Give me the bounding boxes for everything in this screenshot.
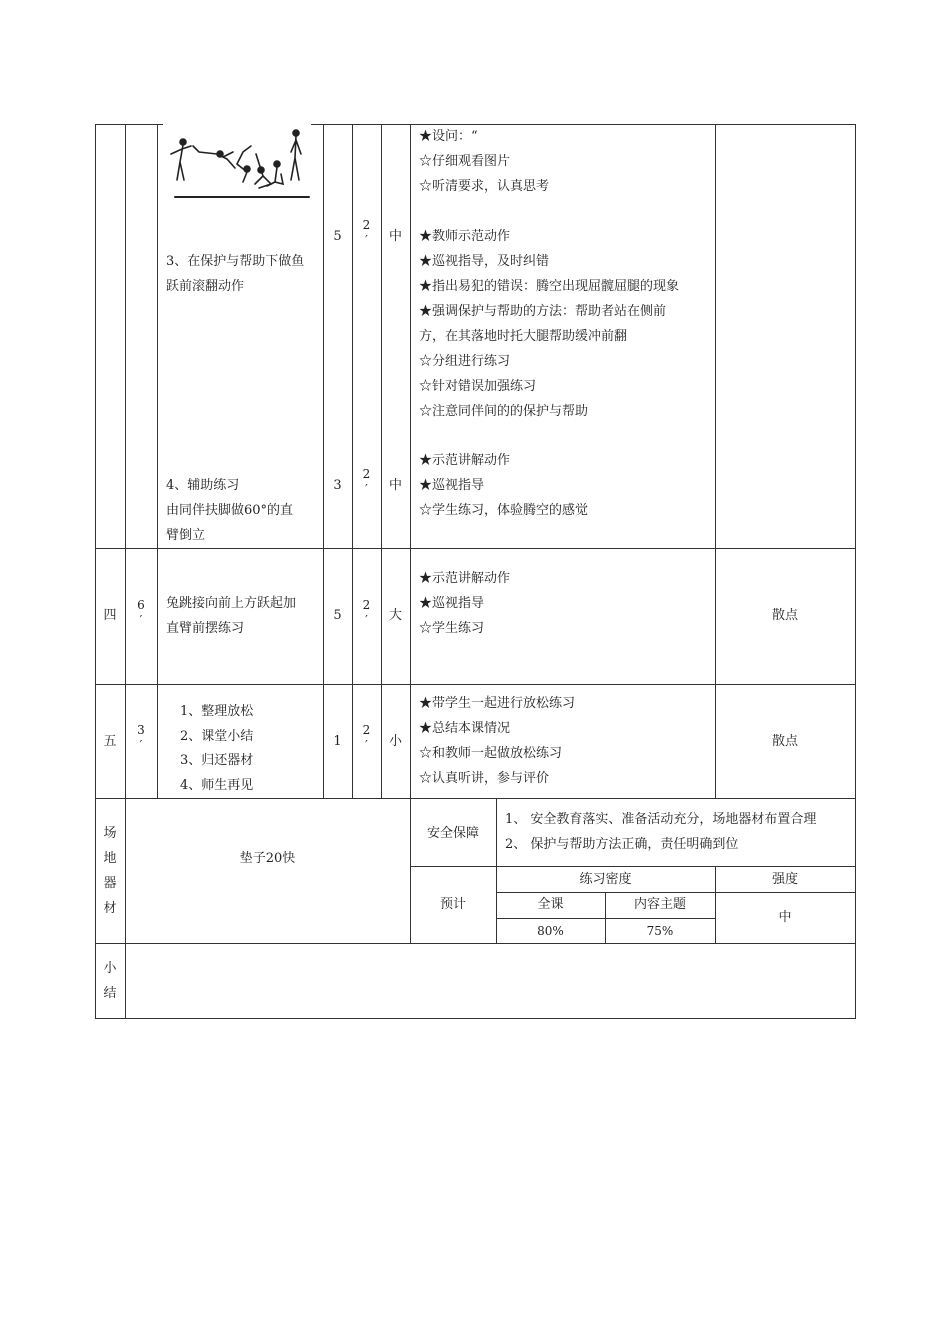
item4-line1: 4、辅助练习	[166, 478, 240, 493]
section5-content-3: 3、归还器材	[180, 753, 254, 768]
equipment-label-1: 场	[103, 826, 117, 841]
item4-line2: 由同伴扶脚做60°的直	[166, 503, 294, 518]
section5-content-1: 1、整理放松	[180, 704, 254, 719]
safety-item-2: 2、 保护与帮助方法正确，责任明确到位	[505, 837, 739, 852]
method-c-1: ★巡视指导	[419, 478, 485, 493]
section5-content-4: 4、师生再见	[180, 778, 254, 793]
method-b-3: ★强调保护与帮助的方法：帮助者站在侧前	[419, 304, 667, 319]
section4-method-2: ☆学生练习	[419, 621, 485, 636]
dive-roll-illustration	[163, 124, 311, 202]
method-b-6: ☆针对错误加强练习	[419, 379, 537, 394]
figure-sequence-graphic	[163, 124, 311, 202]
equipment-label-4: 材	[103, 901, 117, 916]
item3-line1: 3、在保护与帮助下做鱼	[166, 254, 305, 269]
section5-duration: 2	[362, 723, 371, 737]
whole-class-value: 80%	[537, 924, 564, 938]
content-theme-label: 内容主题	[633, 897, 686, 912]
item3-duration-mark: ′	[365, 233, 368, 247]
safety-label: 安全保障	[426, 826, 479, 841]
method-b-2: ★指出易犯的错误：腾空出现屈髋屈腿的现象	[419, 279, 680, 294]
method-a-1: ☆仔细观看图片	[419, 154, 511, 169]
section5-content-2: 2、课堂小结	[180, 729, 254, 744]
method-b-7: ☆注意同伴间的的保护与帮助	[419, 404, 589, 419]
section5-intensity: 小	[388, 734, 402, 749]
method-b-1: ★巡视指导，及时纠错	[419, 254, 550, 269]
strength-value: 中	[778, 910, 792, 925]
section4-time: 6	[137, 598, 145, 612]
item4-intensity: 中	[388, 478, 402, 493]
item4-times: 3	[333, 478, 342, 493]
strength-label: 强度	[771, 872, 798, 887]
section4-duration: 2	[362, 598, 371, 612]
section5-formation: 散点	[771, 734, 798, 749]
equipment-label-3: 器	[103, 876, 117, 891]
method-b-0: ★教师示范动作	[419, 229, 511, 244]
summary-label-1: 小	[103, 961, 117, 976]
section5-times: 1	[333, 734, 342, 749]
section4-content-1: 兔跳接向前上方跃起加	[166, 596, 297, 611]
item3-intensity: 中	[388, 229, 402, 244]
section5-method-1: ★总结本课情况	[419, 721, 511, 736]
safety-item-1: 1、 安全教育落实、准备活动充分，场地器材布置合理	[505, 812, 817, 827]
method-a-2: ☆听清要求，认真思考	[419, 179, 550, 194]
item3-duration: 2	[362, 218, 371, 232]
method-b-5: ☆分组进行练习	[419, 354, 511, 369]
content-theme-value: 75%	[646, 924, 674, 938]
section4-method-1: ★巡视指导	[419, 596, 485, 611]
method-b-4: 方，在其落地时托大腿帮助缓冲前翻	[419, 329, 628, 344]
section5-method-3: ☆认真听讲，参与评价	[419, 771, 550, 786]
section4-time-mark: ′	[139, 613, 143, 627]
item3-times: 5	[333, 229, 342, 244]
density-label: 练习密度	[579, 872, 632, 887]
section5-duration-mark: ′	[365, 738, 368, 752]
section4-method-0: ★示范讲解动作	[419, 571, 511, 586]
section4-times: 5	[333, 608, 342, 623]
section5-method-0: ★带学生一起进行放松练习	[419, 696, 576, 711]
method-c-0: ★示范讲解动作	[419, 453, 511, 468]
section4-formation: 散点	[771, 608, 798, 623]
equipment-label-2: 地	[103, 851, 117, 866]
forecast-label: 预计	[439, 897, 466, 912]
item3-line2: 跃前滚翻动作	[166, 279, 245, 294]
section4-content-2: 直臂前摆练习	[166, 621, 245, 636]
item4-duration: 2	[362, 467, 371, 481]
section4-label: 四	[103, 608, 117, 623]
summary-label-2: 结	[103, 986, 117, 1001]
item4-line3: 臂倒立	[166, 528, 206, 543]
section4-intensity: 大	[388, 608, 402, 623]
section5-method-2: ☆和教师一起做放松练习	[419, 746, 563, 761]
section4-duration-mark: ′	[365, 613, 368, 627]
section5-time-mark: ′	[139, 738, 143, 752]
section5-label: 五	[103, 734, 117, 749]
equipment-value: 垫子20快	[239, 851, 296, 866]
section5-time: 3	[137, 723, 145, 737]
item4-duration-mark: ′	[365, 482, 368, 496]
method-a-0: ★设问：“	[419, 129, 478, 144]
method-c-2: ☆学生练习，体验腾空的感觉	[419, 503, 589, 518]
whole-class-label: 全课	[537, 897, 564, 912]
